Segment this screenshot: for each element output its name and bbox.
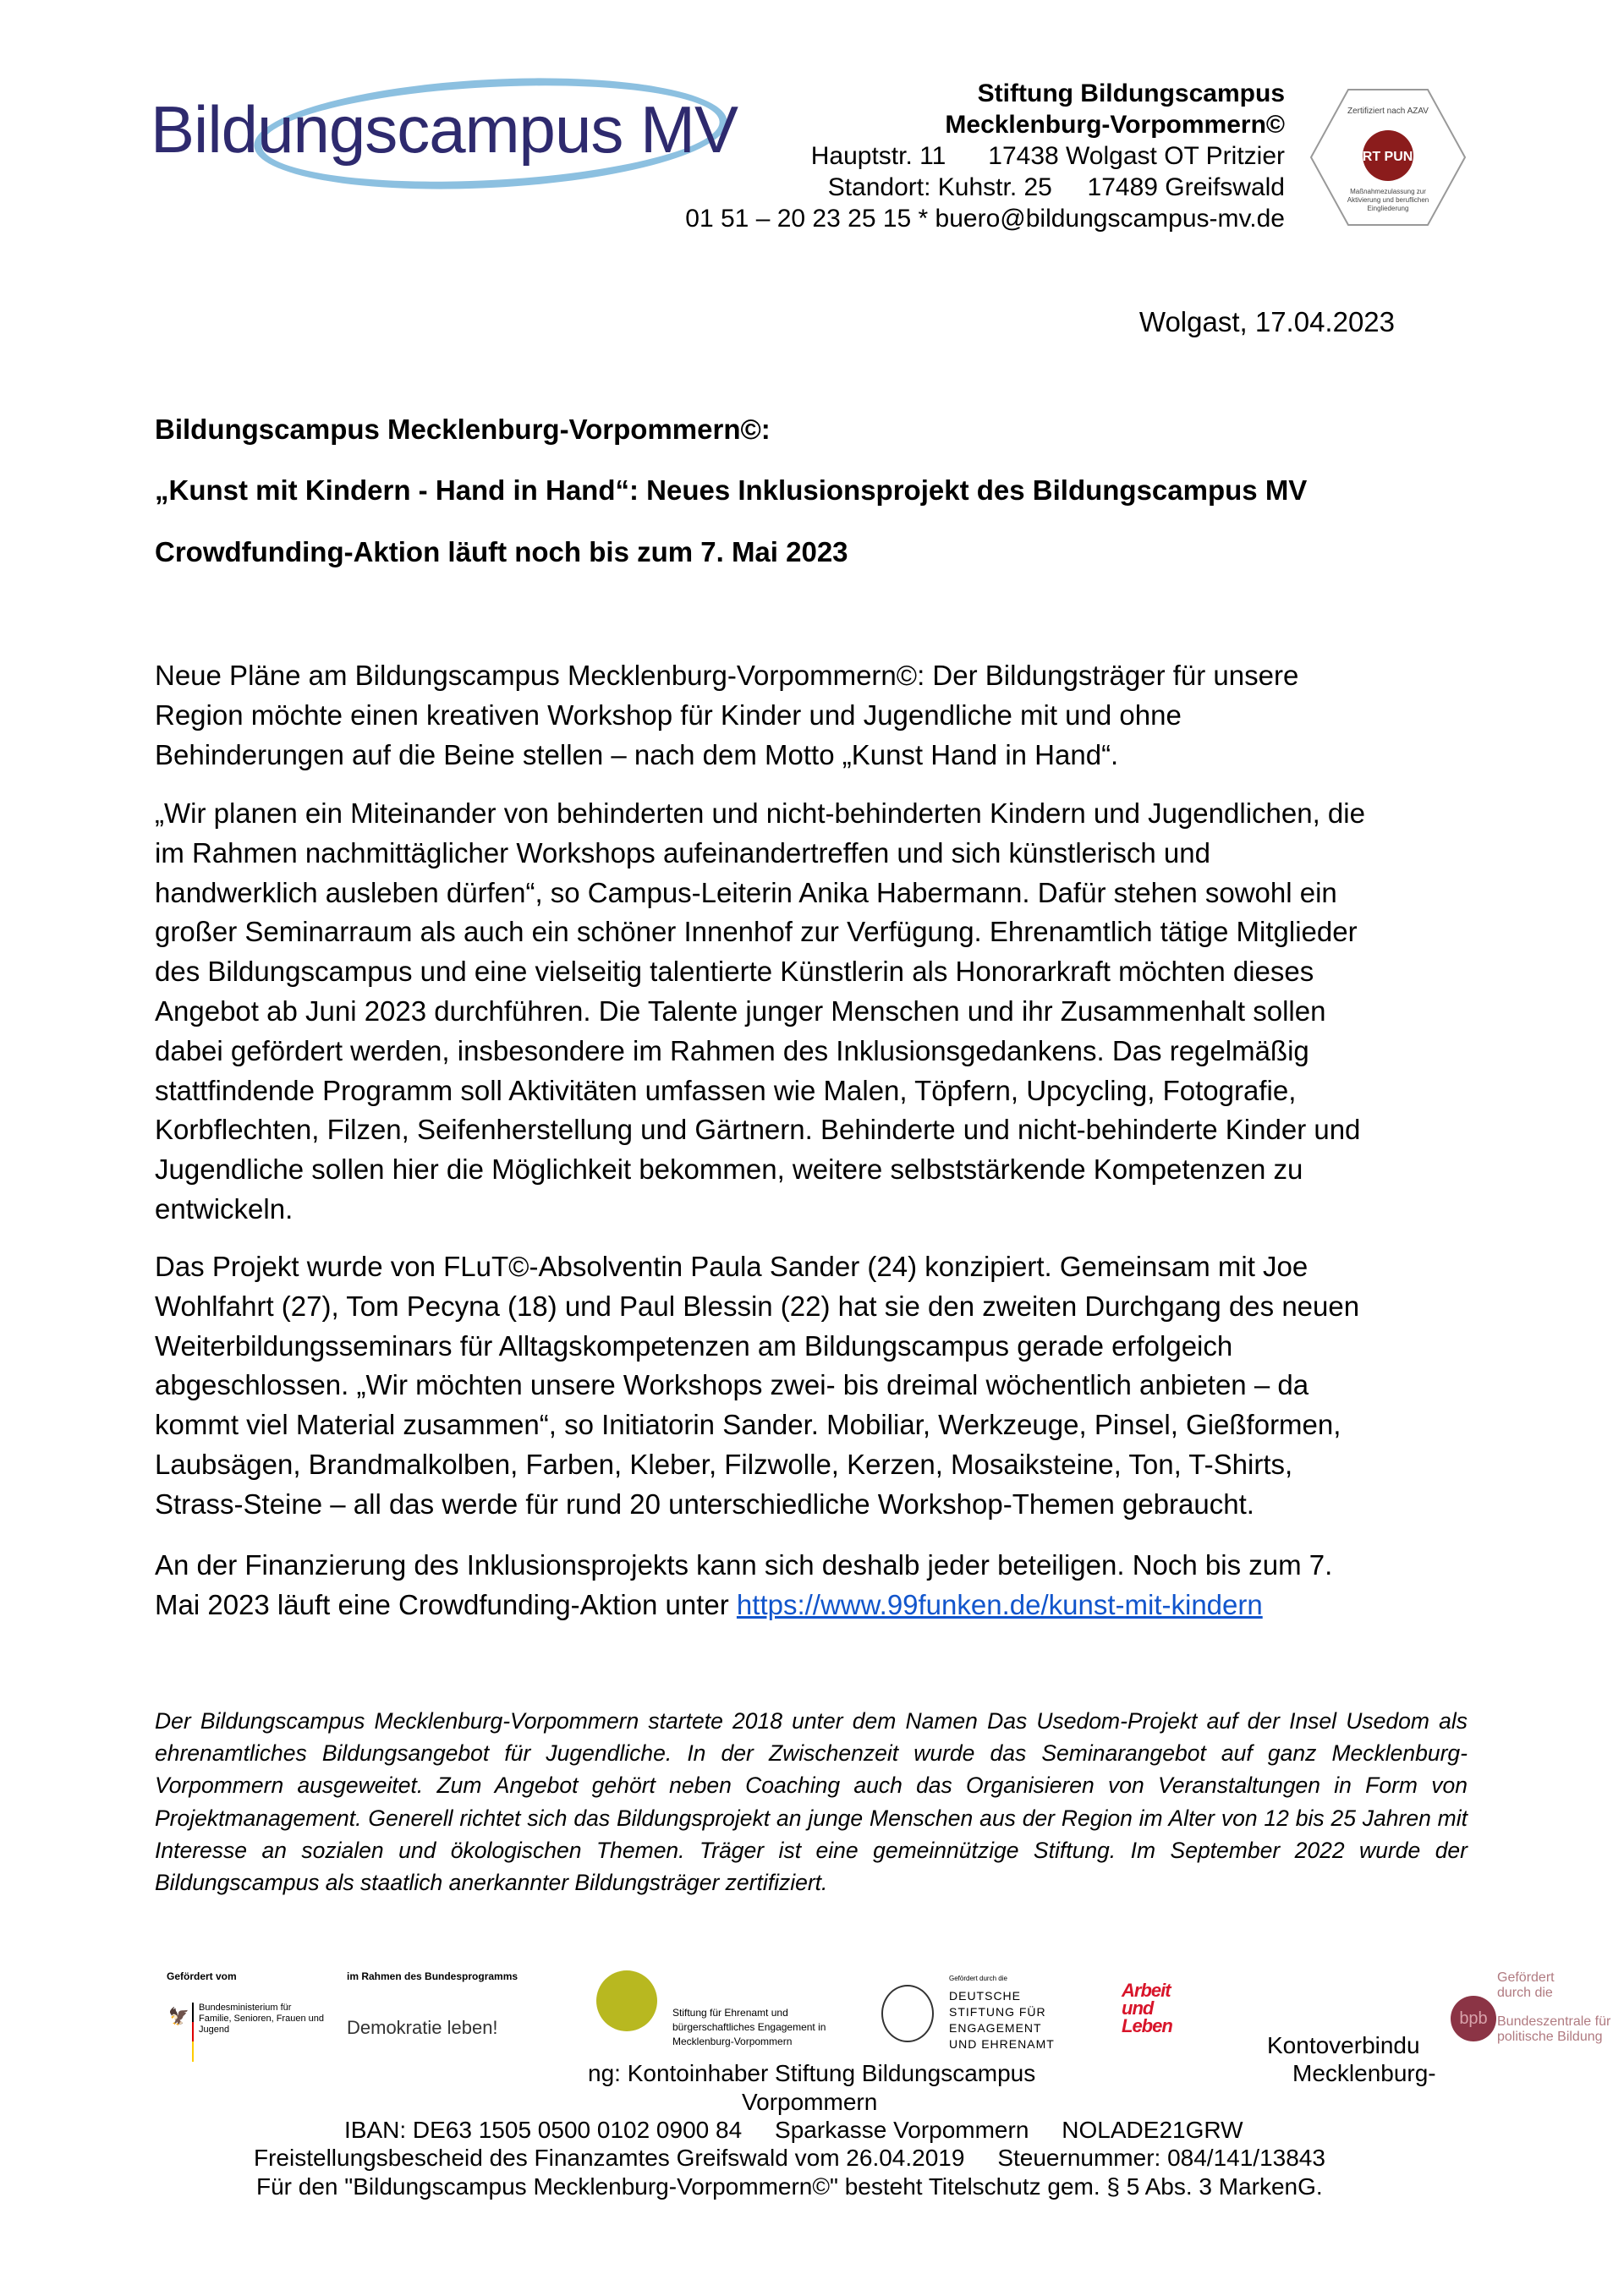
footer-account-holder-2: Mecklenburg- [1292, 2060, 1436, 2086]
footer-tax: Freistellungsbescheid des Finanzamtes Greifswald vom 26.04.2019 Steuernummer: 084/141/13843 [254, 2145, 1325, 2171]
paragraph-3 [155, 1247, 1359, 1525]
crowdfunding-link[interactable]: https://www.99funken.de/kunst-mit-kindern [736, 1588, 1263, 1620]
paragraph-line: An der Finanzierung des Inklusionsprojekts kann sich deshalb jeder beteiligen. Noch bis zum 7. [155, 1549, 1333, 1581]
bpb-logo [1451, 1970, 1624, 2063]
paragraph-line: Region möchte einen kreativen Workshop für Kinder und Jugendliche mit und ohne [155, 699, 1182, 731]
paragraph-line: Korbflechten, Filzen, Seifenherstellung und Gärtnern. Behinderte und nicht-behinderte Kinder und [155, 1114, 1361, 1146]
sponsor-name: DEUTSCHE STIFTUNG FÜR ENGAGEMENT UND EHRENAMT [949, 1989, 1055, 2051]
sponsor-name: Bundeszentrale für politische Bildung [1497, 2014, 1611, 2044]
sponsor-label: Gefördert durch die [1497, 1970, 1555, 2000]
dsee-logo [880, 1975, 1074, 2051]
bildungscampus-logo [144, 74, 753, 193]
paragraph-4 [155, 1546, 1332, 1625]
heading-2: „Kunst mit Kindern - Hand in Hand“: Neues Inklusionsprojekt des Bildungscampus MV [155, 474, 1308, 506]
demokratie-leben-logo [347, 1970, 533, 2063]
eagle-icon: 🦅 [168, 2008, 189, 2026]
paragraph-line: abgeschlossen. „Wir möchten unsere Workshops zwei- bis dreimal wöchentlich anbieten – da [155, 1369, 1309, 1401]
about-boilerplate: Der Bildungscampus Mecklenburg-Vorpommern startete 2018 unter dem Namen Das Usedom-Projekt auf der Insel Usedom als ehrenamtliches Bildungsangebot für Jugendliche. In der Zwischenzeit wurde das Seminarangebot auf ganz Mecklenburg-Vorpommern ausgeweitet. Zum Angebot gehört neben Coaching auch das Organisieren von Veranstaltungen in Form von Projektmanagement. Generell richtet sich das Bildungsprojekt an junge Menschen aus der Region im Alter von 12 bis 25 Jahren mit Interesse an sozialen und ökologischen Themen. Träger ist eine gemeinnützige Stiftung. Im September 2022 wurde der Bildungscampus als staatlich anerkannter Bildungsträger zertifiziert. [155, 1708, 1468, 1896]
paragraph-line: im Rahmen nachmittäglicher Workshops aufeinandertreffen und sich künstlerisch und [155, 836, 1210, 869]
paragraph-line: Angebot ab Juni 2023 durchführen. Die Talente junger Menschen und ihr Zusammenhalt sollen [155, 995, 1326, 1027]
sponsor-label: im Rahmen des Bundesprogramms [347, 1970, 518, 1982]
address-line: Standort: Kuhstr. 25 17489 Greifswald [827, 173, 1285, 201]
sponsor-label: Gefördert durch die [949, 1975, 1007, 1982]
heading-1: Bildungscampus Mecklenburg-Vorpommern©: [155, 414, 771, 445]
cert-top: Zertifiziert nach AZAV [1347, 107, 1429, 116]
paragraph-line: Strass-Steine – all das werde für rund 20 unterschiedliche Workshop-Themen gebraucht. [155, 1488, 1254, 1520]
paragraph-1 [155, 656, 1298, 775]
cert-bottom: Maßnahmezulassung zur Aktivierung und beruflichen Eingliederung [1347, 188, 1429, 212]
contact-line: 01 51 – 20 23 25 15 * buero@bildungscampus-mv.de [685, 205, 1285, 233]
paragraph-line: Das Projekt wurde von FLuT©-Absolventin Paula Sander (24) konzipiert. Gemeinsam mit Joe [155, 1251, 1309, 1282]
paragraph-line: des Bildungscampus und eine vielseitig talentierte Künstlerin als Honorarkraft möchten dieses [155, 956, 1314, 988]
paragraph-line: stattfindende Programm soll Aktivitäten umfassen wie Malen, Töpfern, Upcycling, Fotografie, [155, 1074, 1297, 1106]
azav-cert-badge [1309, 88, 1467, 227]
paragraph-line: Neue Pläne am Bildungscampus Mecklenburg-Vorpommern©: Der Bildungsträger für unsere [155, 660, 1299, 691]
letterhead-address [685, 78, 1285, 234]
footer-trademark: Für den "Bildungscampus Mecklenburg-Vorpommern©" besteht Titelschutz gem. § 5 Abs. 3 MarkenG. [256, 2173, 1323, 2200]
sponsor-name: Demokratie leben! [347, 2017, 498, 2038]
address-line: Hauptstr. 11 17438 Wolgast OT Pritzier [810, 142, 1285, 170]
paragraph-line: dabei gefördert werden, insbesondere im Rahmen des Inklusionsgedankens. Das regelmäßig [155, 1034, 1309, 1066]
bmfsfj-logo [167, 1970, 336, 2063]
paragraph-2 [155, 794, 1365, 1230]
cert-logo: ZERT PUNKT [1345, 150, 1431, 164]
org-name: Stiftung Bildungscampus [977, 79, 1285, 107]
arbeit-und-leben-logo: Arbeit und Leben [1122, 1980, 1172, 2036]
letter-date: Wolgast, 17.04.2023 [1138, 306, 1395, 337]
paragraph-line: entwickeln. [155, 1192, 294, 1225]
paragraph-line: „Wir planen ein Miteinander von behinderten und nicht-behinderten Kindern und Jugendlichen, die [155, 797, 1365, 829]
sponsor-name: Bundesministerium für Familie, Senioren, Frauen und Jugend [199, 2003, 324, 2035]
paragraph-line: Behinderungen auf die Beine stellen – nach dem Motto „Kunst Hand in Hand“. [155, 738, 1119, 770]
paragraph-line [155, 1586, 1332, 1625]
footer-account-holder: ng: Kontoinhaber Stiftung Bildungscampus [588, 2060, 1036, 2086]
bpb-icon: bpb [1451, 1996, 1496, 2041]
paragraph-line: handwerklich ausleben dürfen“, so Campus-Leiterin Anika Habermann. Dafür stehen sowohl ein [155, 876, 1337, 908]
paragraph-line: Weiterbildungsseminars für Alltagskompetenzen am Bildungscampus gerade erfolgeich [155, 1329, 1233, 1362]
paragraph-line: Wohlfahrt (27), Tom Pecyna (18) und Paul Blessin (22) hat sie den zweiten Durchgang des neuen [155, 1290, 1360, 1322]
sponsor-name: Stiftung für Ehrenamt und bürgerschaftliches Engagement in Mecklenburg-Vorpommern [672, 2007, 826, 2047]
paragraph-line: Jugendliche sollen hier die Möglichkeit bekommen, weitere selbststärkende Kompetenzen zu [155, 1153, 1303, 1186]
heading-3: Crowdfunding-Aktion läuft noch bis zum 7. Mai 2023 [155, 536, 848, 567]
org-name-2: Mecklenburg-Vorpommern© [945, 111, 1285, 139]
paragraph-text: Mai 2023 läuft eine Crowdfunding-Aktion unter [155, 1588, 737, 1620]
logo-text: Bildungscampus MV [151, 92, 738, 167]
footer-bank-label: Kontoverbindu [1267, 2032, 1420, 2058]
ehrenamt-mv-logo [596, 1970, 842, 2063]
footer-account-holder-3: Vorpommern [742, 2089, 878, 2115]
sponsor-label: Gefördert vom [167, 1970, 237, 1982]
paragraph-line: kommt viel Material zusammen“, so Initiatorin Sander. Mobiliar, Werkzeuge, Pinsel, Gießformen, [155, 1409, 1341, 1441]
footer-iban: IBAN: DE63 1505 0500 0102 0900 84 Sparkasse Vorpommern NOLADE21GRW [344, 2117, 1243, 2143]
paragraph-line: großer Seminarraum als auch ein schöner Innenhof zur Verfügung. Ehrenamtlich tätige Mitglieder [155, 916, 1358, 948]
paragraph-line: Laubsägen, Brandmalkolben, Farben, Kleber, Filzwolle, Kerzen, Mosaiksteine, Ton, T-Shirts, [155, 1448, 1293, 1480]
